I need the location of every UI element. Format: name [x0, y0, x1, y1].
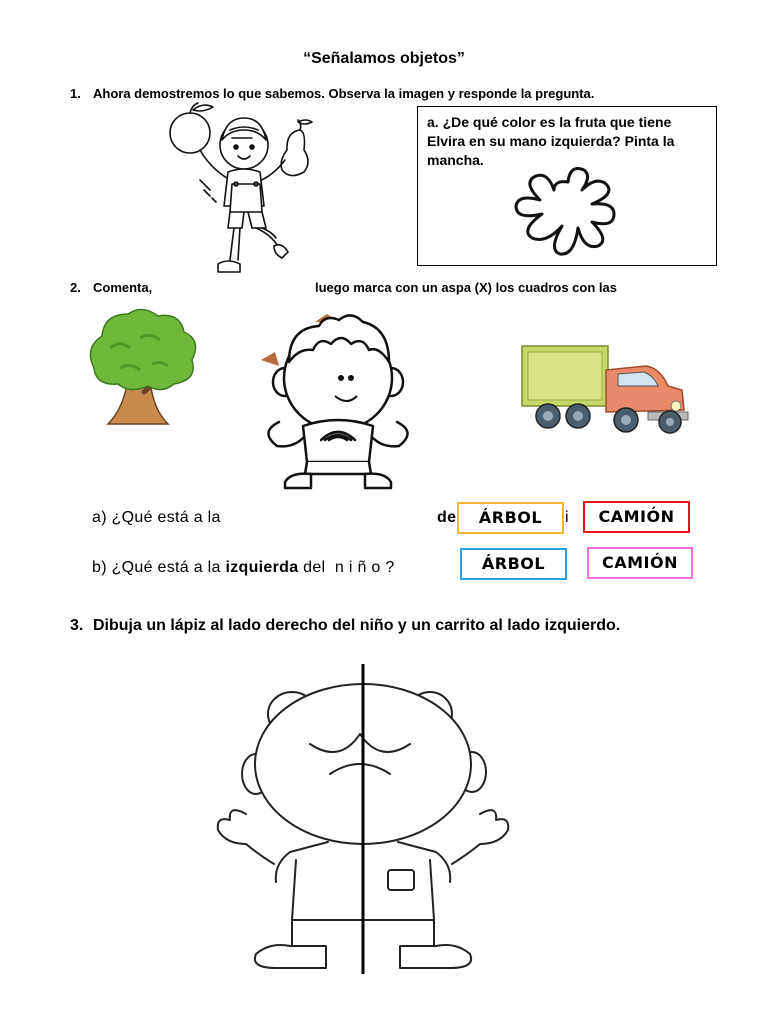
answer-2a-camion-box[interactable]: CAMIÓN — [583, 501, 690, 533]
question-1a-box — [417, 106, 717, 266]
question-2-text-left: Comenta, — [93, 280, 153, 295]
question-3 — [70, 617, 621, 635]
question-2-text-right: luego marca con un aspa (X) los cuadros con las — [315, 280, 617, 295]
question-2b-text — [92, 559, 395, 577]
paint-splash-shape[interactable] — [498, 162, 638, 262]
question-2b-prefix: b) ¿Qué está a la — [92, 559, 221, 576]
question-1-number: 1. — [70, 86, 81, 101]
question-2b-mid: del — [303, 559, 326, 576]
question-2-number: 2. — [70, 280, 81, 295]
truck-illustration — [518, 340, 690, 436]
answer-2b-arbol-box[interactable]: ÁRBOL — [460, 548, 567, 580]
question-2 — [70, 280, 730, 300]
question-2b-suffix: n i ñ o ? — [334, 559, 395, 576]
question-2a-suffix: i — [565, 509, 569, 526]
question-2b-keyword: izquierda — [225, 559, 299, 576]
question-3-number: 3. — [70, 617, 84, 634]
question-1a-text: a. ¿De qué color es la fruta que tiene Elvira en su mano izquierda? Pinta la mancha. — [427, 114, 675, 168]
boy-back-drawing-area[interactable] — [210, 664, 540, 974]
question-2a-partial-word: de — [437, 509, 457, 526]
question-3-text: Dibuja un lápiz al lado derecho del niño y un carrito al lado izquierdo. — [93, 617, 621, 634]
question-1-text: Ahora demostremos lo que sabemos. Observa la imagen y responde la pregunta. — [93, 86, 595, 101]
page-title: “Señalamos objetos” — [303, 50, 465, 67]
answer-2a-arbol-box[interactable]: ÁRBOL — [457, 502, 564, 534]
tree-illustration — [80, 308, 200, 430]
answer-2b-camion-box[interactable]: CAMIÓN — [587, 547, 693, 579]
question-2a-prefix: a) ¿Qué está a la — [92, 509, 221, 526]
boy-illustration — [255, 312, 425, 492]
girl-with-fruits-illustration — [160, 100, 330, 278]
